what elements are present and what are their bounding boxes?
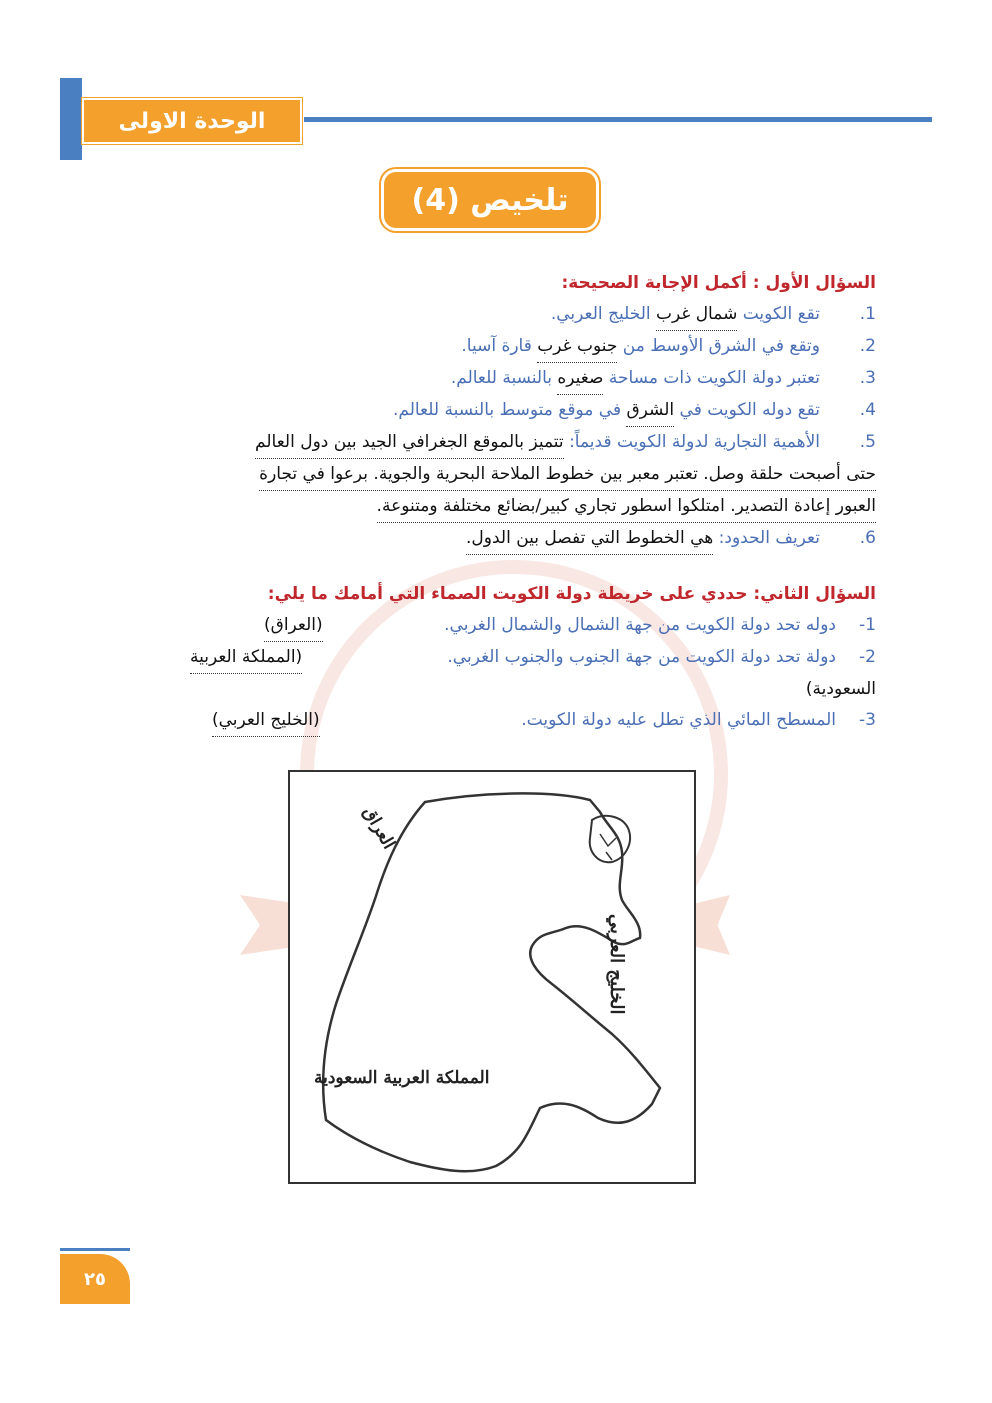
map-label-saudi: المملكة العربية السعودية [314,1068,490,1088]
item-text-end: بالنسبة للعالم. [450,368,552,388]
item-answer-continued: العبور إعادة التصدير. امتلكوا اسطور تجاري كبير/بضائع مختلفة ومتنوعة. [377,491,876,523]
item-answer: جنوب غرب [537,331,617,363]
item-answer: شمال غرب [656,299,737,331]
item-text: تعريف الحدود: [718,528,820,548]
map-label-gulf: الخليج العربي [606,914,627,1015]
item-number: 6. [859,528,876,548]
worksheet-content [110,268,876,737]
item-answer: الشرق [626,395,674,427]
item-answer: صغيره [557,363,603,395]
q2-item-2-cont [110,674,876,705]
item-answer-continued: السعودية) [805,679,876,699]
page-title: تلخيص (4) [384,172,596,228]
item-number: 5. [859,432,876,452]
item-answer: هي الخطوط التي تفصل بين الدول. [466,523,713,555]
item-text: دولة تحد دولة الكويت من جهة الجنوب والجنوب الغربي. [447,647,836,667]
item-answer: تتميز بالموقع الجغرافي الجيد بين دول العالم [255,427,564,459]
item-text-end: قارة آسيا. [461,336,532,356]
item-number: 2- [859,647,876,667]
item-text: الأهمية التجارية لدولة الكويت قديماً: [569,432,820,452]
map-label-iraq: العراق [358,803,399,853]
q1-item-2 [110,331,876,363]
q1-item-1 [110,299,876,331]
q1-item-3 [110,363,876,395]
item-number: 3- [859,710,876,730]
item-number: 2. [859,336,876,356]
item-text-end: في موقع متوسط بالنسبة للعالم. [392,400,622,420]
q2-item-1 [264,610,876,642]
q1-item-5 [110,427,876,459]
item-text: تقع الكويت [742,304,820,324]
q1-item-6 [110,523,876,555]
item-answer: (الخليج العربي) [212,705,320,737]
item-number: 3. [859,368,876,388]
item-text: دوله تحد دولة الكويت من جهة الشمال والشمال الغربي. [444,615,836,635]
q2-item-2 [190,642,876,674]
item-text: تقع دوله الكويت في [679,400,820,420]
unit-title: الوحدة الاولى [82,98,302,144]
item-answer: (المملكة العربية [190,642,302,674]
q1-item-5-cont-1 [110,459,876,491]
header-rule [304,117,932,122]
q1-item-4 [110,395,876,427]
q2-item-3 [212,705,876,737]
question-1-heading: السؤال الأول : أكمل الإجابة الصحيحة: [561,273,876,293]
header-accent-bar [60,78,82,160]
q1-item-5-cont-2 [110,491,876,523]
question-2-heading: السؤال الثاني: حددي على خريطة دولة الكويت الصماء التي أمامك ما يلي: [267,584,876,604]
item-text: المسطح المائي الذي تطل عليه دولة الكويت. [521,710,836,730]
item-number: 1. [859,304,876,324]
item-answer: (العراق) [264,610,323,642]
kuwait-outline [290,772,694,1182]
page-number: ٢٥ [60,1254,130,1304]
item-number: 1- [859,615,876,635]
footer-rule [60,1248,130,1251]
item-text: وتقع في الشرق الأوسط من [622,336,820,356]
item-text-end: الخليج العربي. [550,304,651,324]
item-number: 4. [859,400,876,420]
item-answer-continued: حتى أصبحت حلقة وصل. تعتبر معبر بين خطوط الملاحة البحرية والجوية. برعوا في تجارة [259,459,876,491]
item-text: تعتبر دولة الكويت ذات مساحة [608,368,820,388]
kuwait-blank-map [288,770,696,1184]
